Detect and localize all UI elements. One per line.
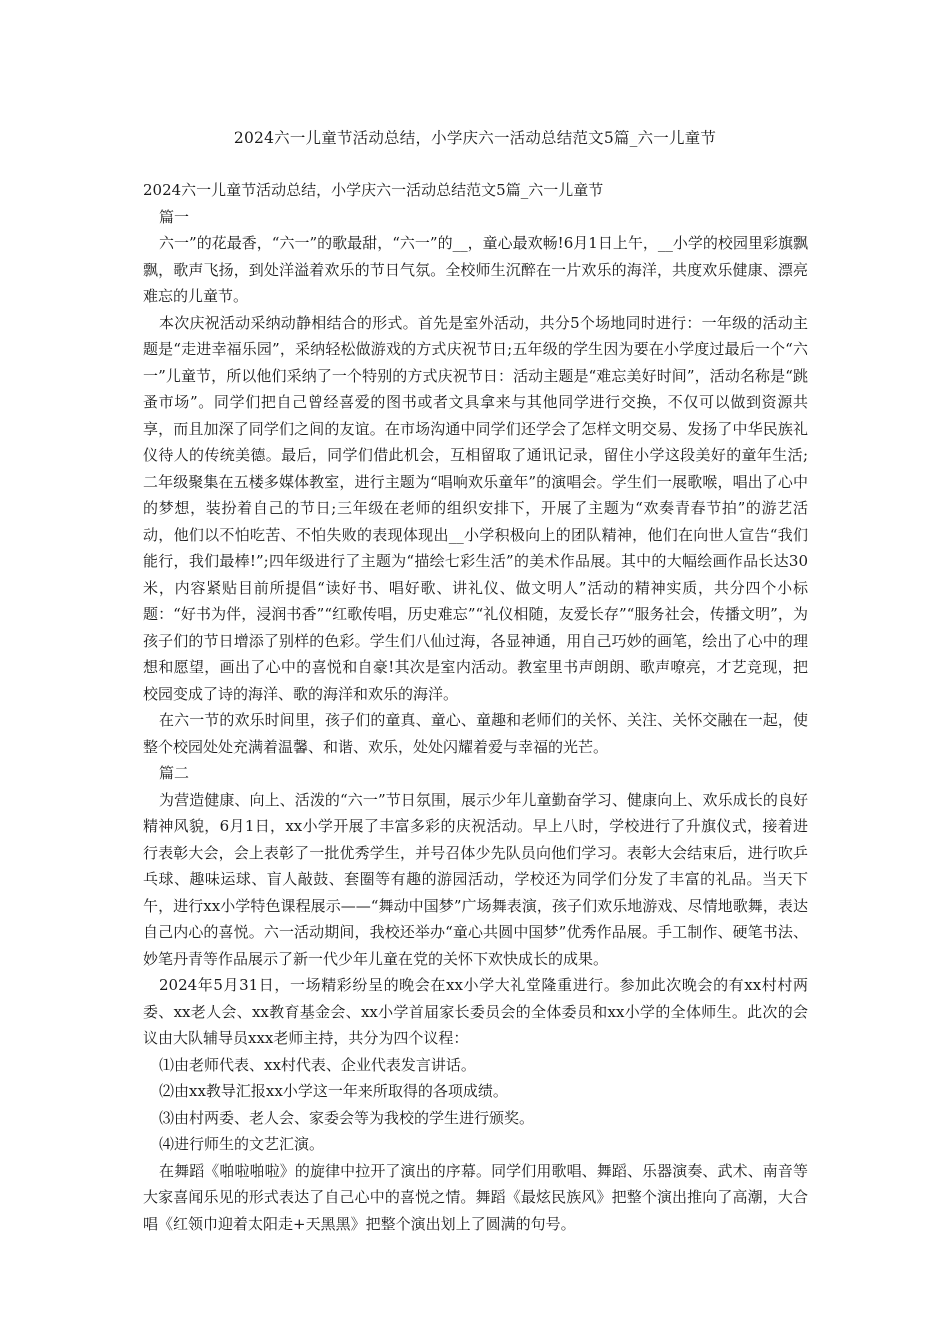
paragraph: 本次庆祝活动采纳动静相结合的形式。首先是室外活动，共分5个场地同时进行：一年级的活动主题是“走进幸福乐园”，采纳轻松做游戏的方式庆祝节日;五年级的学生因为要在小学度过最后一个“六一”儿童节，所以他们采纳了一个特别的方式庆祝节日：活动主题是“难忘美好时间”，活动名称是“跳蚤市场”。同学们把自己曾经喜爱的图书或者文具拿来与其他同学进行交换，不仅可以做到资源共享，而且加深了同学们之间的友谊。在市场沟通中同学们还学会了怎样文明交易、发扬了中华民族礼仪待人的传统美德。最后，同学们借此机会，互相留取了通讯记录，留住小学这段美好的童年生活;二年级聚集在五楼多媒体教室，进行主题为“唱响欢乐童年”的演唱会。学生们一展歌喉，唱出了心中的梦想，装扮着自己的节日;三年级在老师的组织安排下，开展了主题为“欢奏青春节拍”的游艺活动，他们以不怕吃苦、不怕失败的表现体现出__小学积极向上的团队精神，他们在向世人宣告“我们能行，我们最棒!”;四年级进行了主题为“描绘七彩生活”的美术作品展。其中的大幅绘画作品长达30米，内容紧贴目前所提倡“读好书、唱好歌、讲礼仪、做文明人”活动的精神实质，共分四个小标题：“好书为伴，浸润书香”“红歌传唱，历史难忘”“礼仪相随，友爱长存”“服务社会，传播文明”，为孩子们的节日增添了别样的色彩。学生们八仙过海，各显神通，用自己巧妙的画笔，绘出了心中的理想和愿望，画出了心中的喜悦和自豪!其次是室内活动。教室里书声朗朗、歌声嘹亮，才艺竞现，把校园变成了诗的海洋、歌的海洋和欢乐的海洋。 <box>143 313 808 703</box>
agenda-item: ⑶由村两委、老人会、家委会等为我校的学生进行颁奖。 <box>159 1108 535 1127</box>
document-body <box>143 177 808 1237</box>
document-title: 2024六一儿童节活动总结，小学庆六一活动总结范文5篇_六一儿童节 <box>233 129 717 147</box>
section-heading-part1: 篇一 <box>159 207 190 226</box>
document-subtitle: 2024六一儿童节活动总结，小学庆六一活动总结范文5篇_六一儿童节 <box>143 181 604 199</box>
agenda-item: ⑴由老师代表、xx村代表、企业代表发言讲话。 <box>159 1055 476 1074</box>
paragraph: 六一”的花最香，“六一”的歌最甜，“六一”的__，童心最欢畅!6月1日上午，__小学的校园里彩旗飘飘，歌声飞扬，到处洋溢着欢乐的节日气氛。全校师生沉醉在一片欢乐的海洋，共度欢乐健康、漂亮难忘的儿童节。 <box>143 234 808 305</box>
paragraph: 在六一节的欢乐时间里，孩子们的童真、童心、童趣和老师们的关怀、关注、关怀交融在一起，使整个校园处处充满着温馨、和谐、欢乐，处处闪耀着爱与幸福的光芒。 <box>143 711 808 756</box>
section-heading-part2: 篇二 <box>159 764 190 782</box>
paragraph: 为营造健康、向上、活泼的“六一”节日氛围，展示少年儿童勤奋学习、健康向上、欢乐成长的良好精神风貌，6月1日，xx小学开展了丰富多彩的庆祝活动。早上八时，学校进行了升旗仪式，接着进行表彰大会，会上表彰了一批优秀学生，并号召体少先队员向他们学习。表彰大会结束后，进行吹乒乓球、趣味运球、盲人敲鼓、套圈等有趣的游园活动，学校还为同学们分发了丰富的礼品。当天下午，进行xx小学特色课程展示——“舞动中国梦”广场舞表演，孩子们欢乐地游戏、尽情地歌舞，表达自己内心的喜悦。六一活动期间，我校还举办“童心共圆中国梦”优秀作品展。手工制作、硬笔书法、妙笔丹青等作品展示了新一代少年儿童在党的关怀下欢快成长的成果。 <box>143 790 808 968</box>
paragraph: 在舞蹈《啪啦啪啦》的旋律中拉开了演出的序幕。同学们用歌唱、舞蹈、乐器演奏、武术、南音等大家喜闻乐见的形式表达了自己心中的喜悦之情。舞蹈《最炫民族风》把整个演出推向了高潮，大合唱《红领巾迎着太阳走+天黑黑》把整个演出划上了圆满的句号。 <box>143 1161 808 1233</box>
agenda-item: ⑷进行师生的文艺汇演。 <box>159 1135 325 1153</box>
paragraph: 2024年5月31日，一场精彩纷呈的晚会在xx小学大礼堂隆重进行。参加此次晚会的有xx村村两委、xx老人会、xx教育基金会、xx小学首届家长委员会的全体委员和xx小学的全体师生。此次的会议由大队辅导员xxx老师主持，共分为四个议程： <box>143 976 808 1047</box>
agenda-item: ⑵由xx教导汇报xx小学这一年来所取得的各项成绩。 <box>159 1082 508 1100</box>
